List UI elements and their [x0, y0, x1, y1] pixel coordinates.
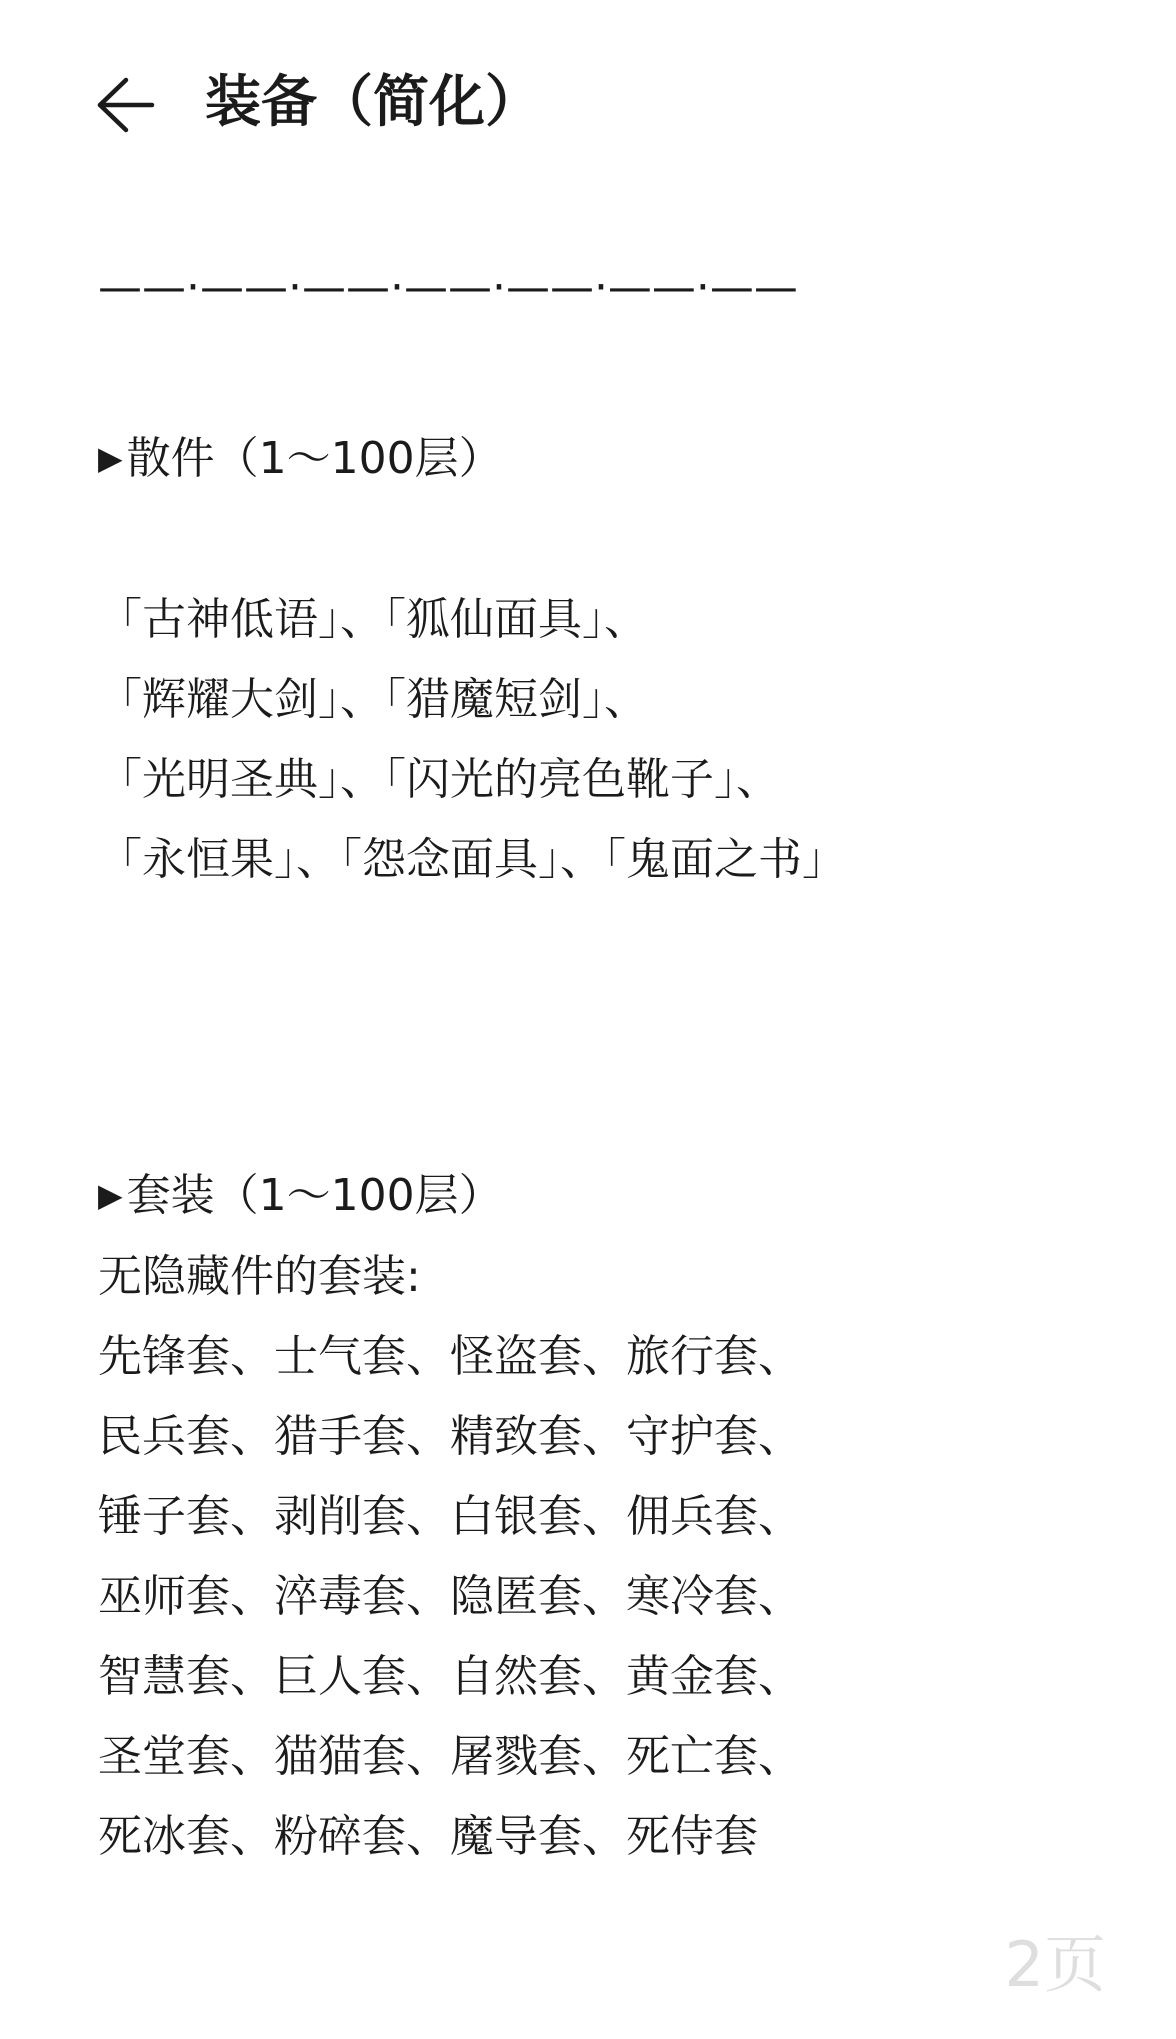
list-item: 「光明圣典」、「闪光的亮色靴子」、: [98, 754, 780, 805]
list-item: 「永恒果」、「怨念面具」、「鬼面之书」: [98, 834, 846, 885]
list-item: 民兵套、猎手套、精致套、守护套、: [98, 1411, 802, 1462]
section-heading-loose-label: 散件（1～100层）: [126, 433, 503, 484]
section-divider: ——·——·——·——·——·——·——: [98, 262, 798, 313]
arrow-left-icon: [88, 70, 158, 140]
triangle-right-icon: ▶: [98, 439, 123, 477]
page-title: 装备（简化）: [205, 70, 541, 135]
list-item: 「辉耀大剑」、「猎魔短剑」、: [98, 674, 648, 725]
list-item: 死冰套、粉碎套、魔导套、死侍套: [98, 1811, 758, 1862]
sets-subheading: 无隐藏件的套装:: [98, 1251, 421, 1302]
list-item: 「古神低语」、「狐仙面具」、: [98, 594, 648, 645]
header-bar: [0, 48, 1176, 158]
list-item: 智慧套、巨人套、自然套、黄金套、: [98, 1651, 802, 1702]
section-heading-sets-label: 套装（1～100层）: [126, 1170, 503, 1221]
list-item: 巫师套、淬毒套、隐匿套、寒冷套、: [98, 1571, 802, 1622]
list-item: 圣堂套、猫猫套、屠戮套、死亡套、: [98, 1731, 802, 1782]
list-item: 锤子套、剥削套、白银套、佣兵套、: [98, 1491, 802, 1542]
back-button[interactable]: [88, 70, 168, 140]
page-indicator: 2页: [1004, 1928, 1106, 2001]
list-item: 先锋套、士气套、怪盗套、旅行套、: [98, 1331, 802, 1382]
triangle-right-icon: ▶: [98, 1176, 123, 1214]
section-heading-loose: [98, 418, 503, 499]
section-heading-sets: [98, 1155, 503, 1236]
